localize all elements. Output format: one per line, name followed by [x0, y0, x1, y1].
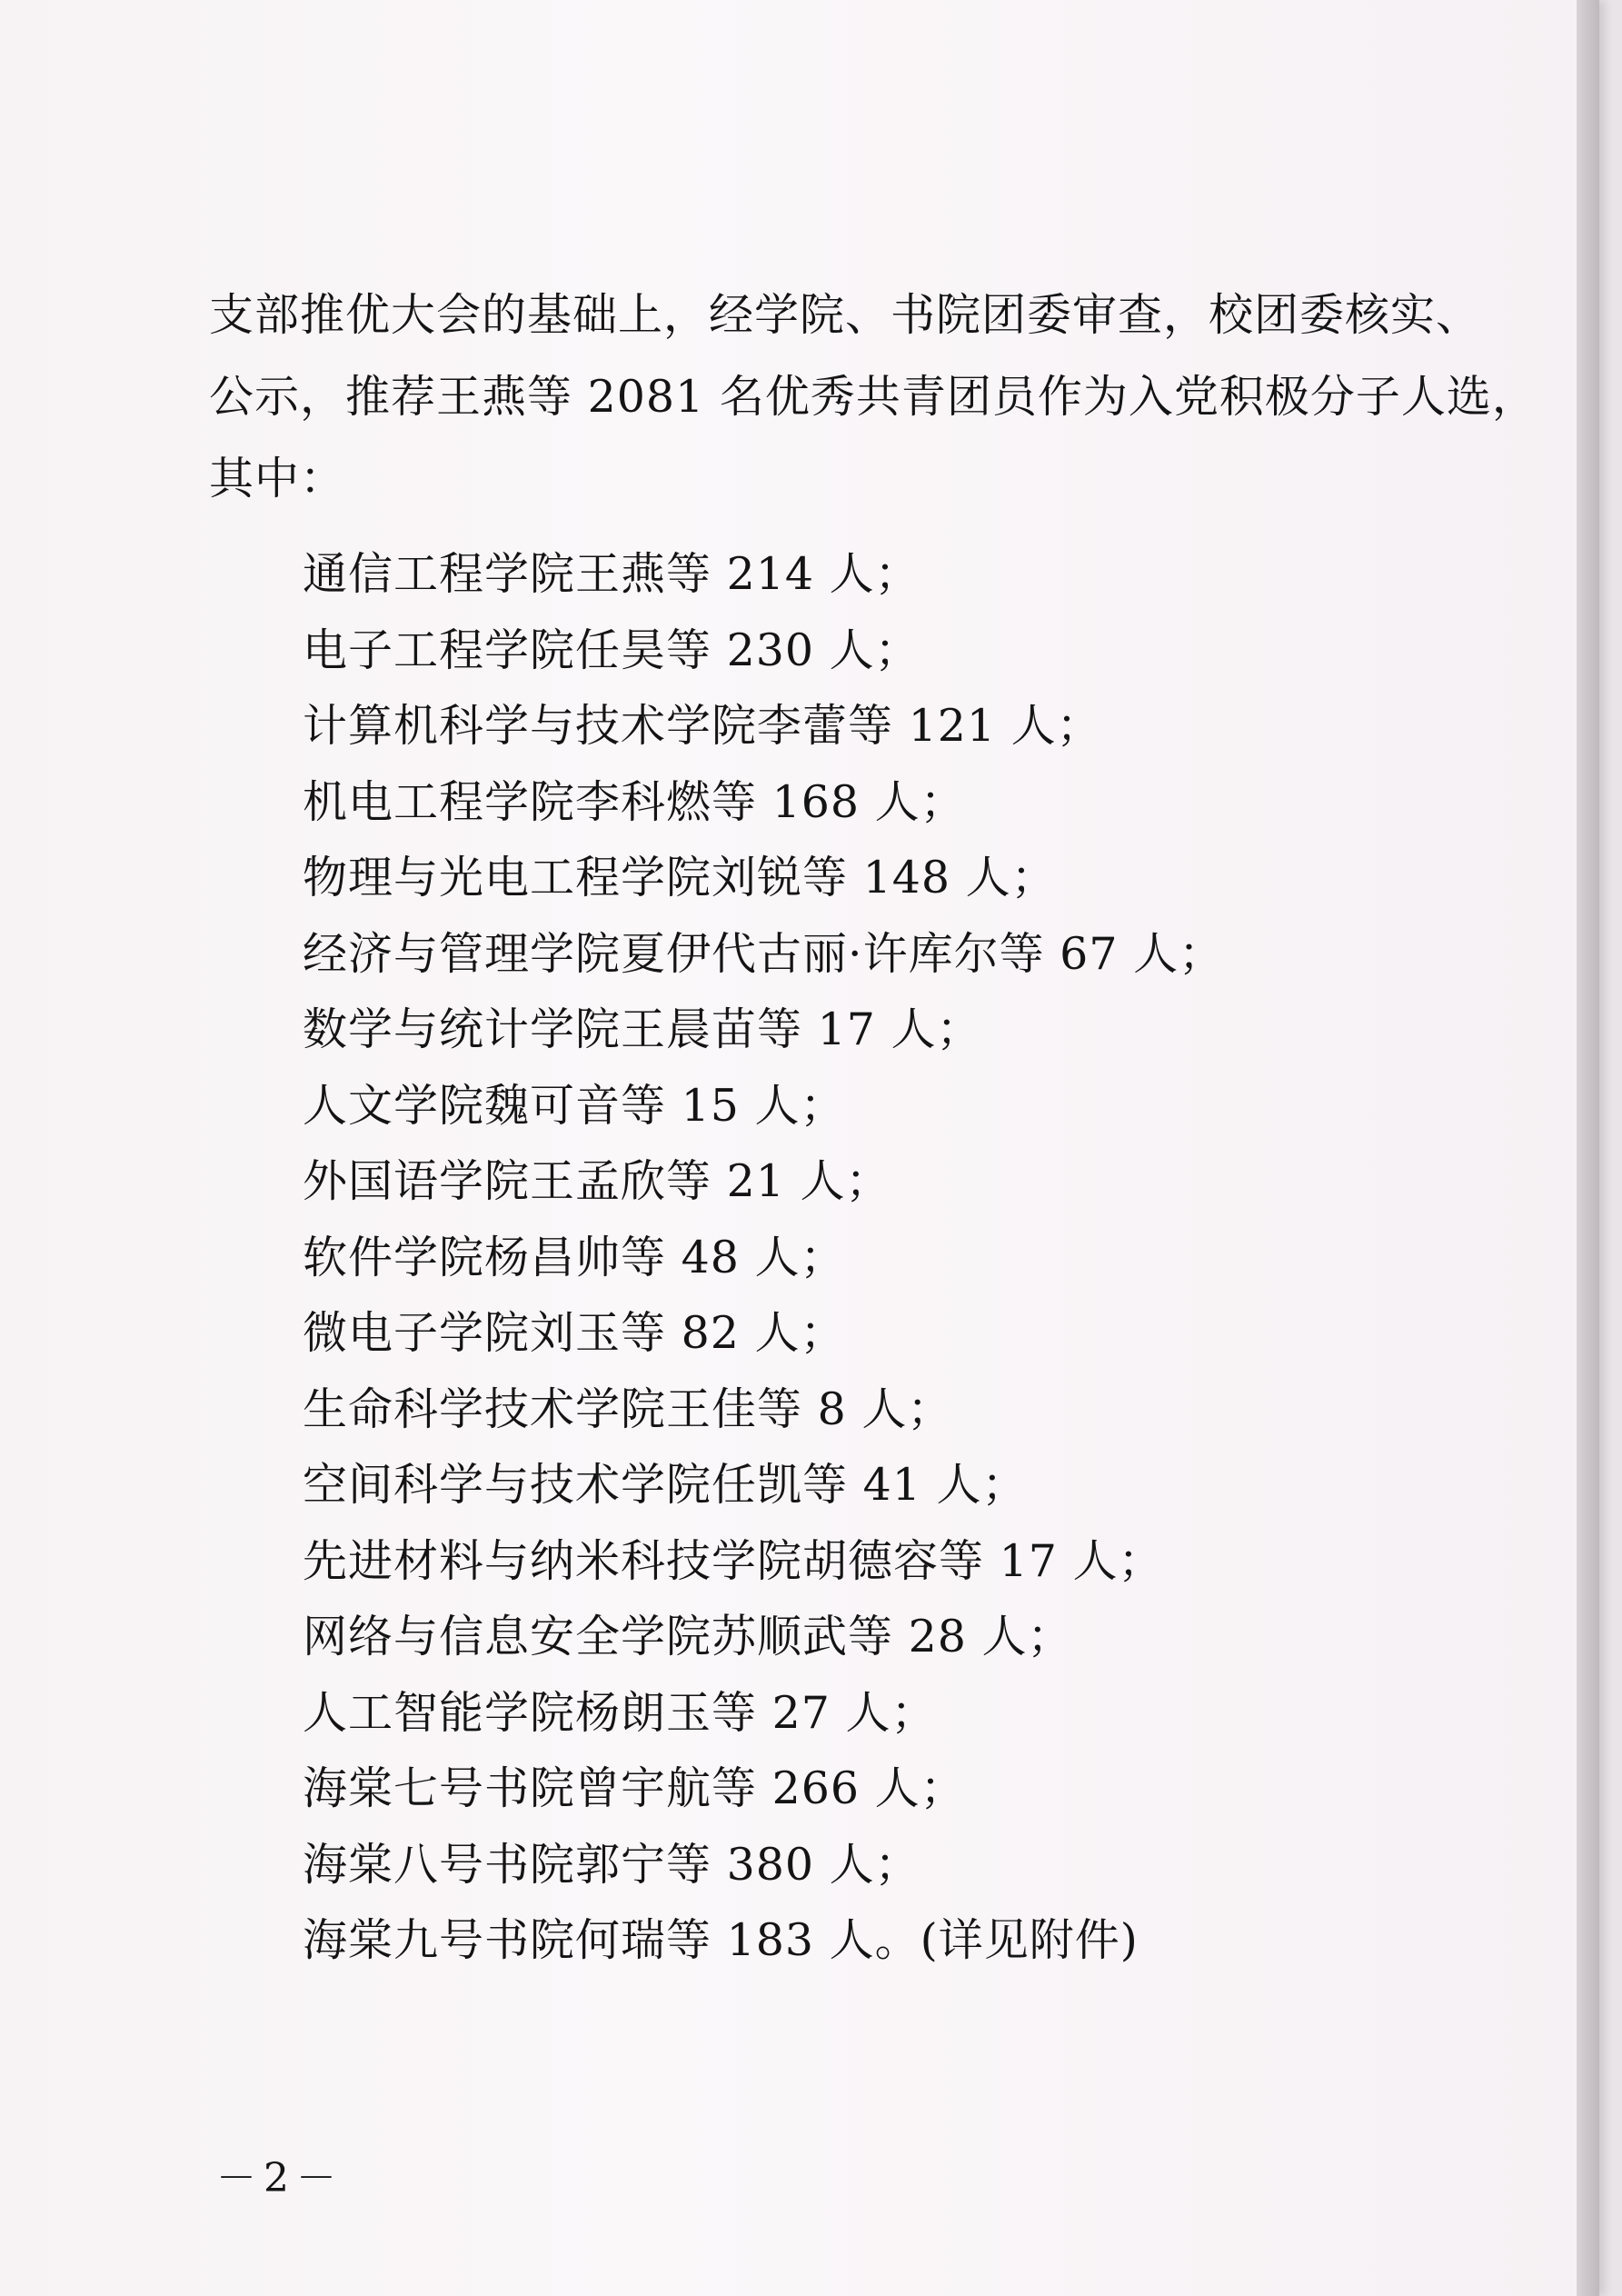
intro-line: 支部推优大会的基础上，经学院、书院团委审查，校团委核实、	[209, 289, 1482, 341]
page-number: －2－	[216, 2155, 343, 2201]
list-item: 经济与管理学院夏伊代古丽·许库尔等 67 人；	[303, 927, 1225, 980]
list-item: 海棠七号书院曾宇航等 266 人；	[303, 1762, 966, 1814]
intro-line: 其中：	[209, 453, 346, 504]
list-item: 数学与统计学院王晨苗等 17 人；	[303, 1003, 982, 1055]
list-item: 软件学院杨昌帅等 48 人；	[303, 1231, 846, 1283]
list-item: 先进材料与纳米科技学院胡德容等 17 人；	[303, 1534, 1164, 1587]
list-item: 物理与光电工程学院刘锐等 148 人；	[303, 852, 1057, 903]
list-item: 生命科学技术学院王佳等 8 人；	[303, 1383, 953, 1435]
page-edge	[1577, 0, 1599, 2296]
list-item: 微电子学院刘玉等 82 人；	[303, 1307, 846, 1359]
list-item: 电子工程学院任昊等 230 人；	[303, 624, 920, 676]
intro-paragraph	[209, 275, 1537, 520]
list-item: 海棠八号书院郭宁等 380 人；	[303, 1838, 920, 1891]
list-item: 机电工程学院李科燃等 168 人；	[303, 775, 966, 828]
list-item: 外国语学院王孟欣等 21 人；	[303, 1155, 891, 1207]
list-item: 海棠九号书院何瑞等 183 人。(详见附件)	[303, 1914, 1139, 1966]
list-item: 通信工程学院王燕等 214 人；	[303, 548, 920, 600]
list-item: 计算机科学与技术学院李蕾等 121 人；	[303, 700, 1102, 752]
college-list	[303, 536, 1393, 1979]
intro-line: 公示，推荐王燕等 2081 名优秀共青团员作为入党积极分子人选，	[209, 371, 1537, 423]
list-item: 人工智能学院杨朗玉等 27 人；	[303, 1686, 937, 1739]
list-item: 空间科学与技术学院任凯等 41 人；	[303, 1459, 1028, 1511]
list-item: 网络与信息安全学院苏顺武等 28 人；	[303, 1611, 1073, 1662]
list-item: 人文学院魏可音等 15 人；	[303, 1079, 846, 1132]
